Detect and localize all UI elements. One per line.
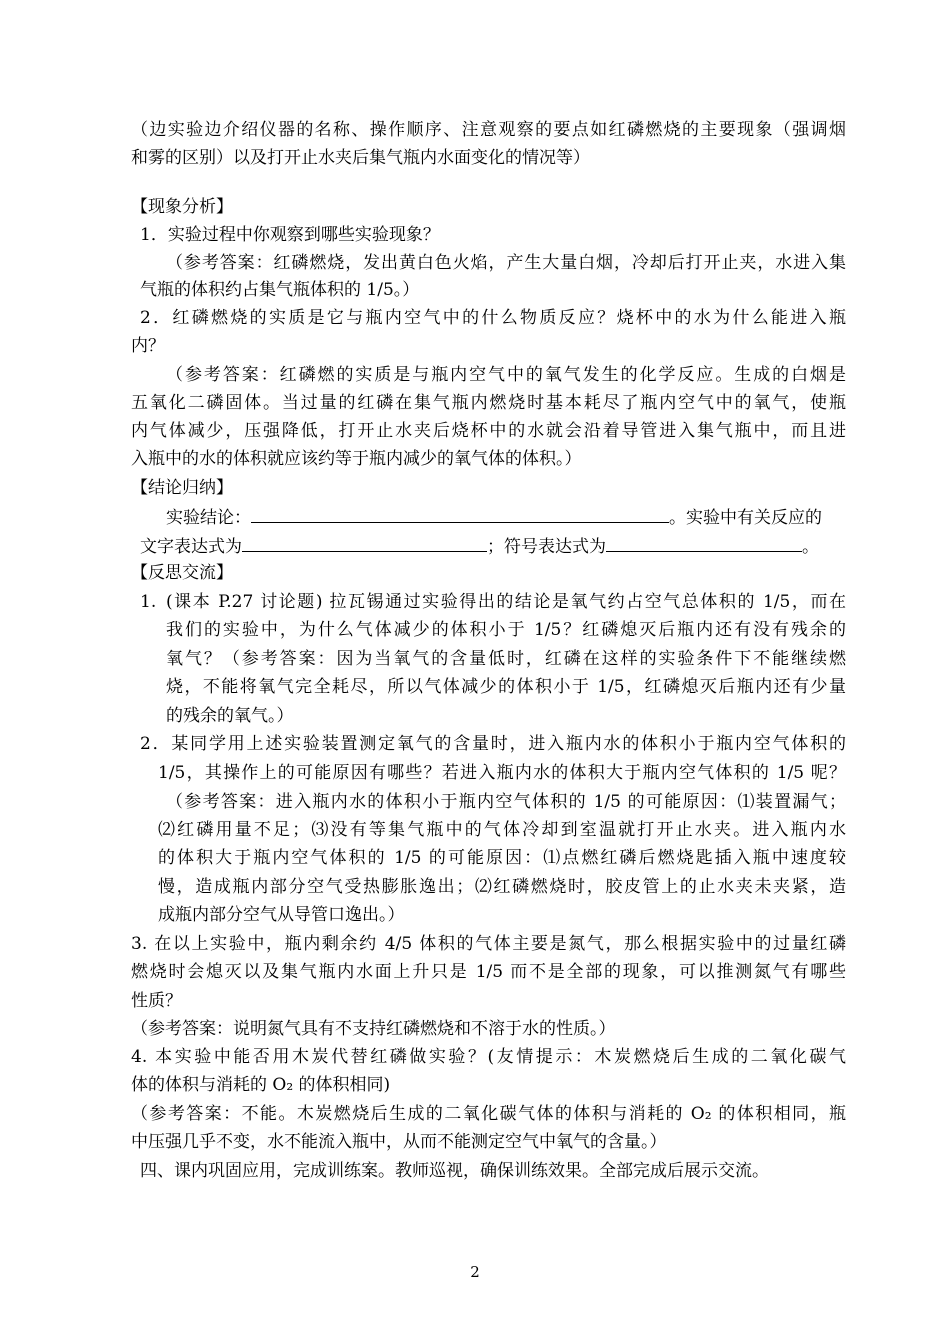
- reflection-item-1-number: 1.: [140, 592, 157, 612]
- reflection-item-3-line-2: 燃烧时会熄灭以及集气瓶内水面上升只是 1/5 而不是全部的现象，可以推测氮气有哪些: [131, 962, 846, 982]
- reflection-item-1-line-2: 我们的实验中，为什么气体减少的体积小于 1/5？红磷熄灭后瓶内还有没有残余的: [166, 620, 846, 640]
- question-2-line-2: 内？: [131, 336, 165, 356]
- reflection-item-1-line-5: 的残余的氧气。）: [166, 706, 294, 726]
- reflection-item-2-line-1: 2．某同学用上述实验装置测定氧气的含量时，进入瓶内水的体积小于瓶内空气体积的: [140, 734, 846, 754]
- answer-1-line-1: （参考答案：红磷燃烧，发出黄白色火焰，产生大量白烟，冷却后打开止夹，水进入集: [166, 253, 846, 273]
- symbol-equation-blank[interactable]: [606, 533, 802, 552]
- intro-line-2: 和雾的区别）以及打开止水夹后集气瓶内水面变化的情况等）: [131, 148, 590, 168]
- intro-line-1: （边实验边介绍仪器的名称、操作顺序、注意观察的要点如红磷燃烧的主要现象（强调烟: [131, 120, 846, 140]
- conclusion-line-1-tail: 。实验中有关反应的: [669, 508, 822, 528]
- page-number: 2: [470, 1263, 480, 1281]
- conclusion-line-1: [166, 504, 822, 530]
- symbol-equation-label: ；符号表达式为: [487, 537, 606, 557]
- conclusion-line-2-tail: 。: [802, 537, 819, 557]
- answer-2-line-1: （参考答案：红磷燃的实质是与瓶内空气中的氧气发生的化学反应。生成的白烟是: [166, 365, 846, 385]
- reflection-item-4-answer-line-1: （参考答案：不能。木炭燃烧后生成的二氧化碳气体的体积与消耗的 O₂ 的体积相同，瓶: [131, 1104, 846, 1124]
- reflection-item-2-line-6: 慢，造成瓶内部分空气受热膨胀逸出；⑵红磷燃烧时，胶皮管上的止水夹未夹紧，造: [158, 877, 846, 897]
- reflection-item-4-answer-line-2: 中压强几乎不变，水不能流入瓶中，从而不能测定空气中氧气的含量。）: [131, 1132, 667, 1152]
- heading-phenomenon: 【现象分析】: [131, 197, 233, 217]
- reflection-item-2-line-2: 1/5，其操作上的可能原因有哪些？若进入瓶内水的体积大于瓶内空气体积的 1/5 呢？: [158, 763, 846, 783]
- reflection-item-3-line-1: 3. 在以上实验中，瓶内剩余约 4/5 体积的气体主要是氮气，那么根据实验中的过量红磷: [131, 934, 846, 954]
- conclusion-blank[interactable]: [251, 504, 669, 523]
- reflection-item-4-line-1: 4. 本实验中能否用木炭代替红磷做实验？(友情提示：木炭燃烧后生成的二氧化碳气: [131, 1047, 846, 1067]
- question-2-line-1: 2．红磷燃烧的实质是它与瓶内空气中的什么物质反应？烧杯中的水为什么能进入瓶: [140, 308, 846, 328]
- answer-2-line-4: 入瓶中的水的体积就应该约等于瓶内减少的氧气体的体积。）: [131, 449, 582, 469]
- word-equation-blank[interactable]: [242, 533, 487, 552]
- word-equation-label: 文字表达式为: [140, 537, 242, 557]
- section-4-text: 四、课内巩固应用，完成训练案。教师巡视，确保训练效果。全部完成后展示交流。: [140, 1161, 769, 1181]
- conclusion-label: 实验结论：: [166, 508, 251, 528]
- reflection-item-2-line-7: 成瓶内部分空气从导管口逸出。）: [158, 905, 405, 925]
- reflection-item-2-line-4: ⑵红磷用量不足；⑶没有等集气瓶中的气体冷却到室温就打开止水夹。进入瓶内水: [158, 820, 846, 840]
- answer-2-line-2: 五氧化二磷固体。当过量的红磷在集气瓶内燃烧时基本耗尽了瓶内空气中的氧气，使瓶: [131, 393, 846, 413]
- reflection-item-1-line-3: 氧气？（参考答案：因为当氧气的含量低时，红磷在这样的实验条件下不能继续燃: [166, 649, 846, 669]
- reflection-item-2-line-3: （参考答案：进入瓶内水的体积小于瓶内空气体积的 1/5 的可能原因：⑴装置漏气；: [166, 792, 846, 812]
- reflection-item-2-line-5: 的体积大于瓶内空气体积的 1/5 的可能原因：⑴点燃红磷后燃烧匙插入瓶中速度较: [158, 848, 846, 868]
- reflection-item-3-line-3: 性质？: [131, 991, 182, 1011]
- heading-conclusion: 【结论归纳】: [131, 478, 233, 498]
- conclusion-line-2: [140, 533, 819, 559]
- answer-2-line-3: 内气体减少，压强降低，打开止水夹后烧杯中的水就会沿着导管进入集气瓶中，而且进: [131, 421, 846, 441]
- question-1: 1．实验过程中你观察到哪些实验现象？: [140, 225, 440, 245]
- answer-1-line-2: 气瓶的体积约占集气瓶体积的 1/5。）: [140, 280, 420, 300]
- reflection-item-3-answer: （参考答案：说明氮气具有不支持红磷燃烧和不溶于水的性质。）: [131, 1019, 616, 1039]
- reflection-item-1-line-4: 烧，不能将氧气完全耗尽，所以气体减少的体积小于 1/5，红磷熄灭后瓶内还有少量: [166, 677, 846, 697]
- reflection-item-1-line-1: (课本 P.27 讨论题) 拉瓦锡通过实验得出的结论是氧气约占空气总体积的 1/5，而在: [166, 592, 846, 612]
- heading-reflection: 【反思交流】: [131, 563, 233, 583]
- reflection-item-4-line-2: 体的体积与消耗的 O₂ 的体积相同): [131, 1075, 391, 1095]
